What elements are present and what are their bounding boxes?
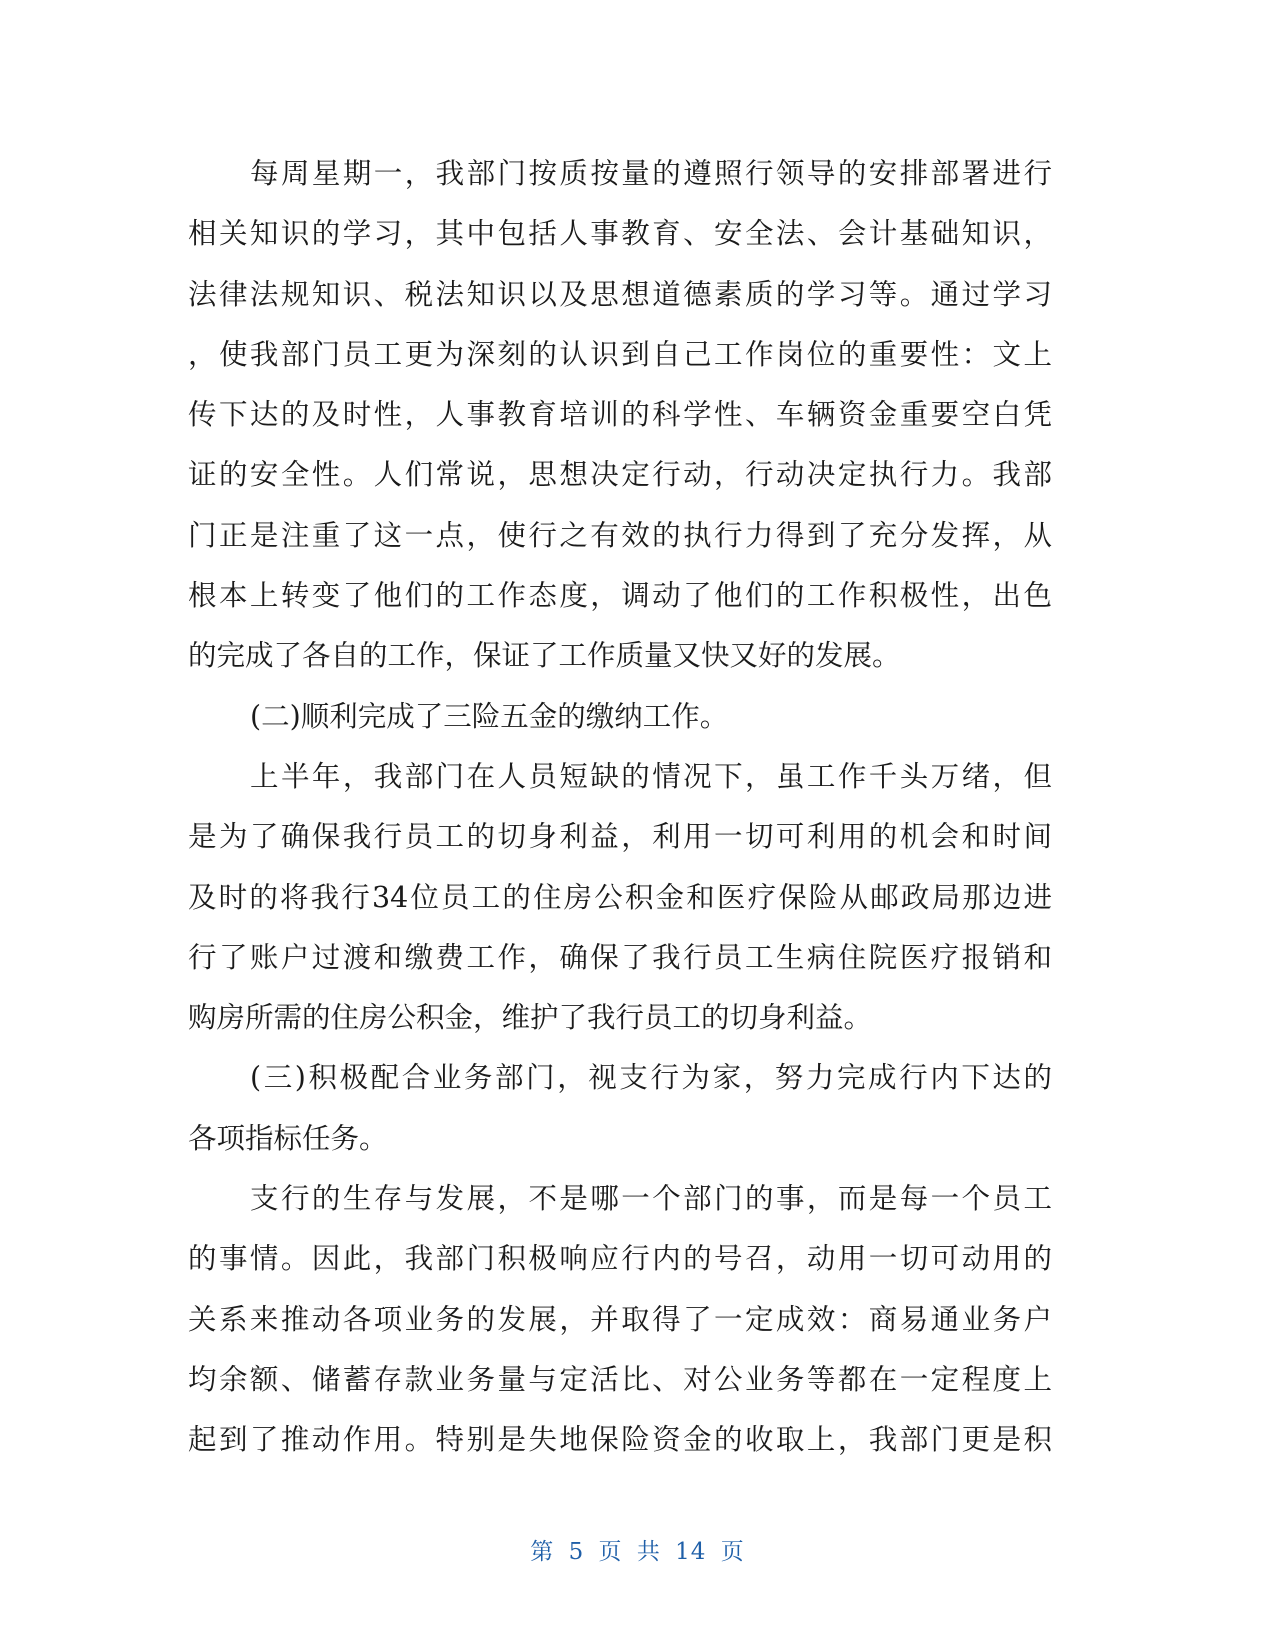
text-line: 的完成了各自的工作，保证了工作质量又快又好的发展。 (188, 639, 901, 673)
text-line: 起到了推动作用。特别是失地保险资金的收取上，我部门更是积 (188, 1423, 1052, 1457)
text-line: 行了账户过渡和缴费工作，确保了我行员工生病住院医疗报销和 (188, 940, 1052, 974)
text-line: 的事情。因此，我部门积极响应行内的号召，动用一切可动用的 (188, 1242, 1052, 1276)
text-line: 关系来推动各项业务的发展，并取得了一定成效：商易通业务户 (188, 1302, 1052, 1336)
footer-total-word: 共 (636, 1539, 661, 1565)
text-line: 相关知识的学习，其中包括人事教育、安全法、会计基础知识， (188, 217, 1052, 251)
text-line: 法律法规知识、税法知识以及思想道德素质的学习等。通过学习 (188, 277, 1052, 311)
page-footer (0, 1533, 1275, 1566)
text-line: 根本上转变了他们的工作态度，调动了他们的工作积极性，出色 (188, 579, 1052, 613)
text-line: 门正是注重了这一点，使行之有效的执行力得到了充分发挥，从 (188, 518, 1052, 552)
section-heading-continued: 各项指标任务。 (188, 1121, 388, 1155)
document-body (188, 144, 1052, 1471)
text-line: ，使我部门员工更为深刻的认识到自己工作岗位的重要性：文上 (188, 337, 1052, 371)
text-line: 上半年，我部门在人员短缺的情况下，虽工作千头万绪，但 (250, 759, 1052, 793)
text-line: 是为了确保我行员工的切身利益，利用一切可利用的机会和时间 (188, 820, 1052, 854)
text-line: 每周星期一，我部门按质按量的遵照行领导的安排部署进行 (250, 157, 1052, 190)
text-line: 及时的将我行34位员工的住房公积金和医疗保险从邮政局那边进 (188, 880, 1052, 914)
section-heading: (三)积极配合业务部门，视支行为家，努力完成行内下达的 (250, 1061, 1052, 1095)
text-line: 购房所需的住房公积金，维护了我行员工的切身利益。 (188, 1001, 873, 1035)
section-heading: (二)顺利完成了三险五金的缴纳工作。 (250, 699, 729, 733)
footer-current-page: 5 (568, 1539, 585, 1565)
text-line: 支行的生存与发展，不是哪一个部门的事，而是每一个员工 (250, 1182, 1052, 1216)
footer-suffix: 页 (720, 1539, 745, 1565)
text-line: 传下达的及时性，人事教育培训的科学性、车辆资金重要空白凭 (188, 398, 1052, 432)
text-line: 证的安全性。人们常说，思想决定行动，行动决定执行力。我部 (188, 458, 1052, 492)
footer-prefix: 第 (530, 1539, 555, 1565)
text-line: 均余额、储蓄存款业务量与定活比、对公业务等都在一定程度上 (188, 1362, 1052, 1396)
footer-page-word: 页 (598, 1539, 623, 1565)
footer-total-pages: 14 (675, 1539, 707, 1565)
